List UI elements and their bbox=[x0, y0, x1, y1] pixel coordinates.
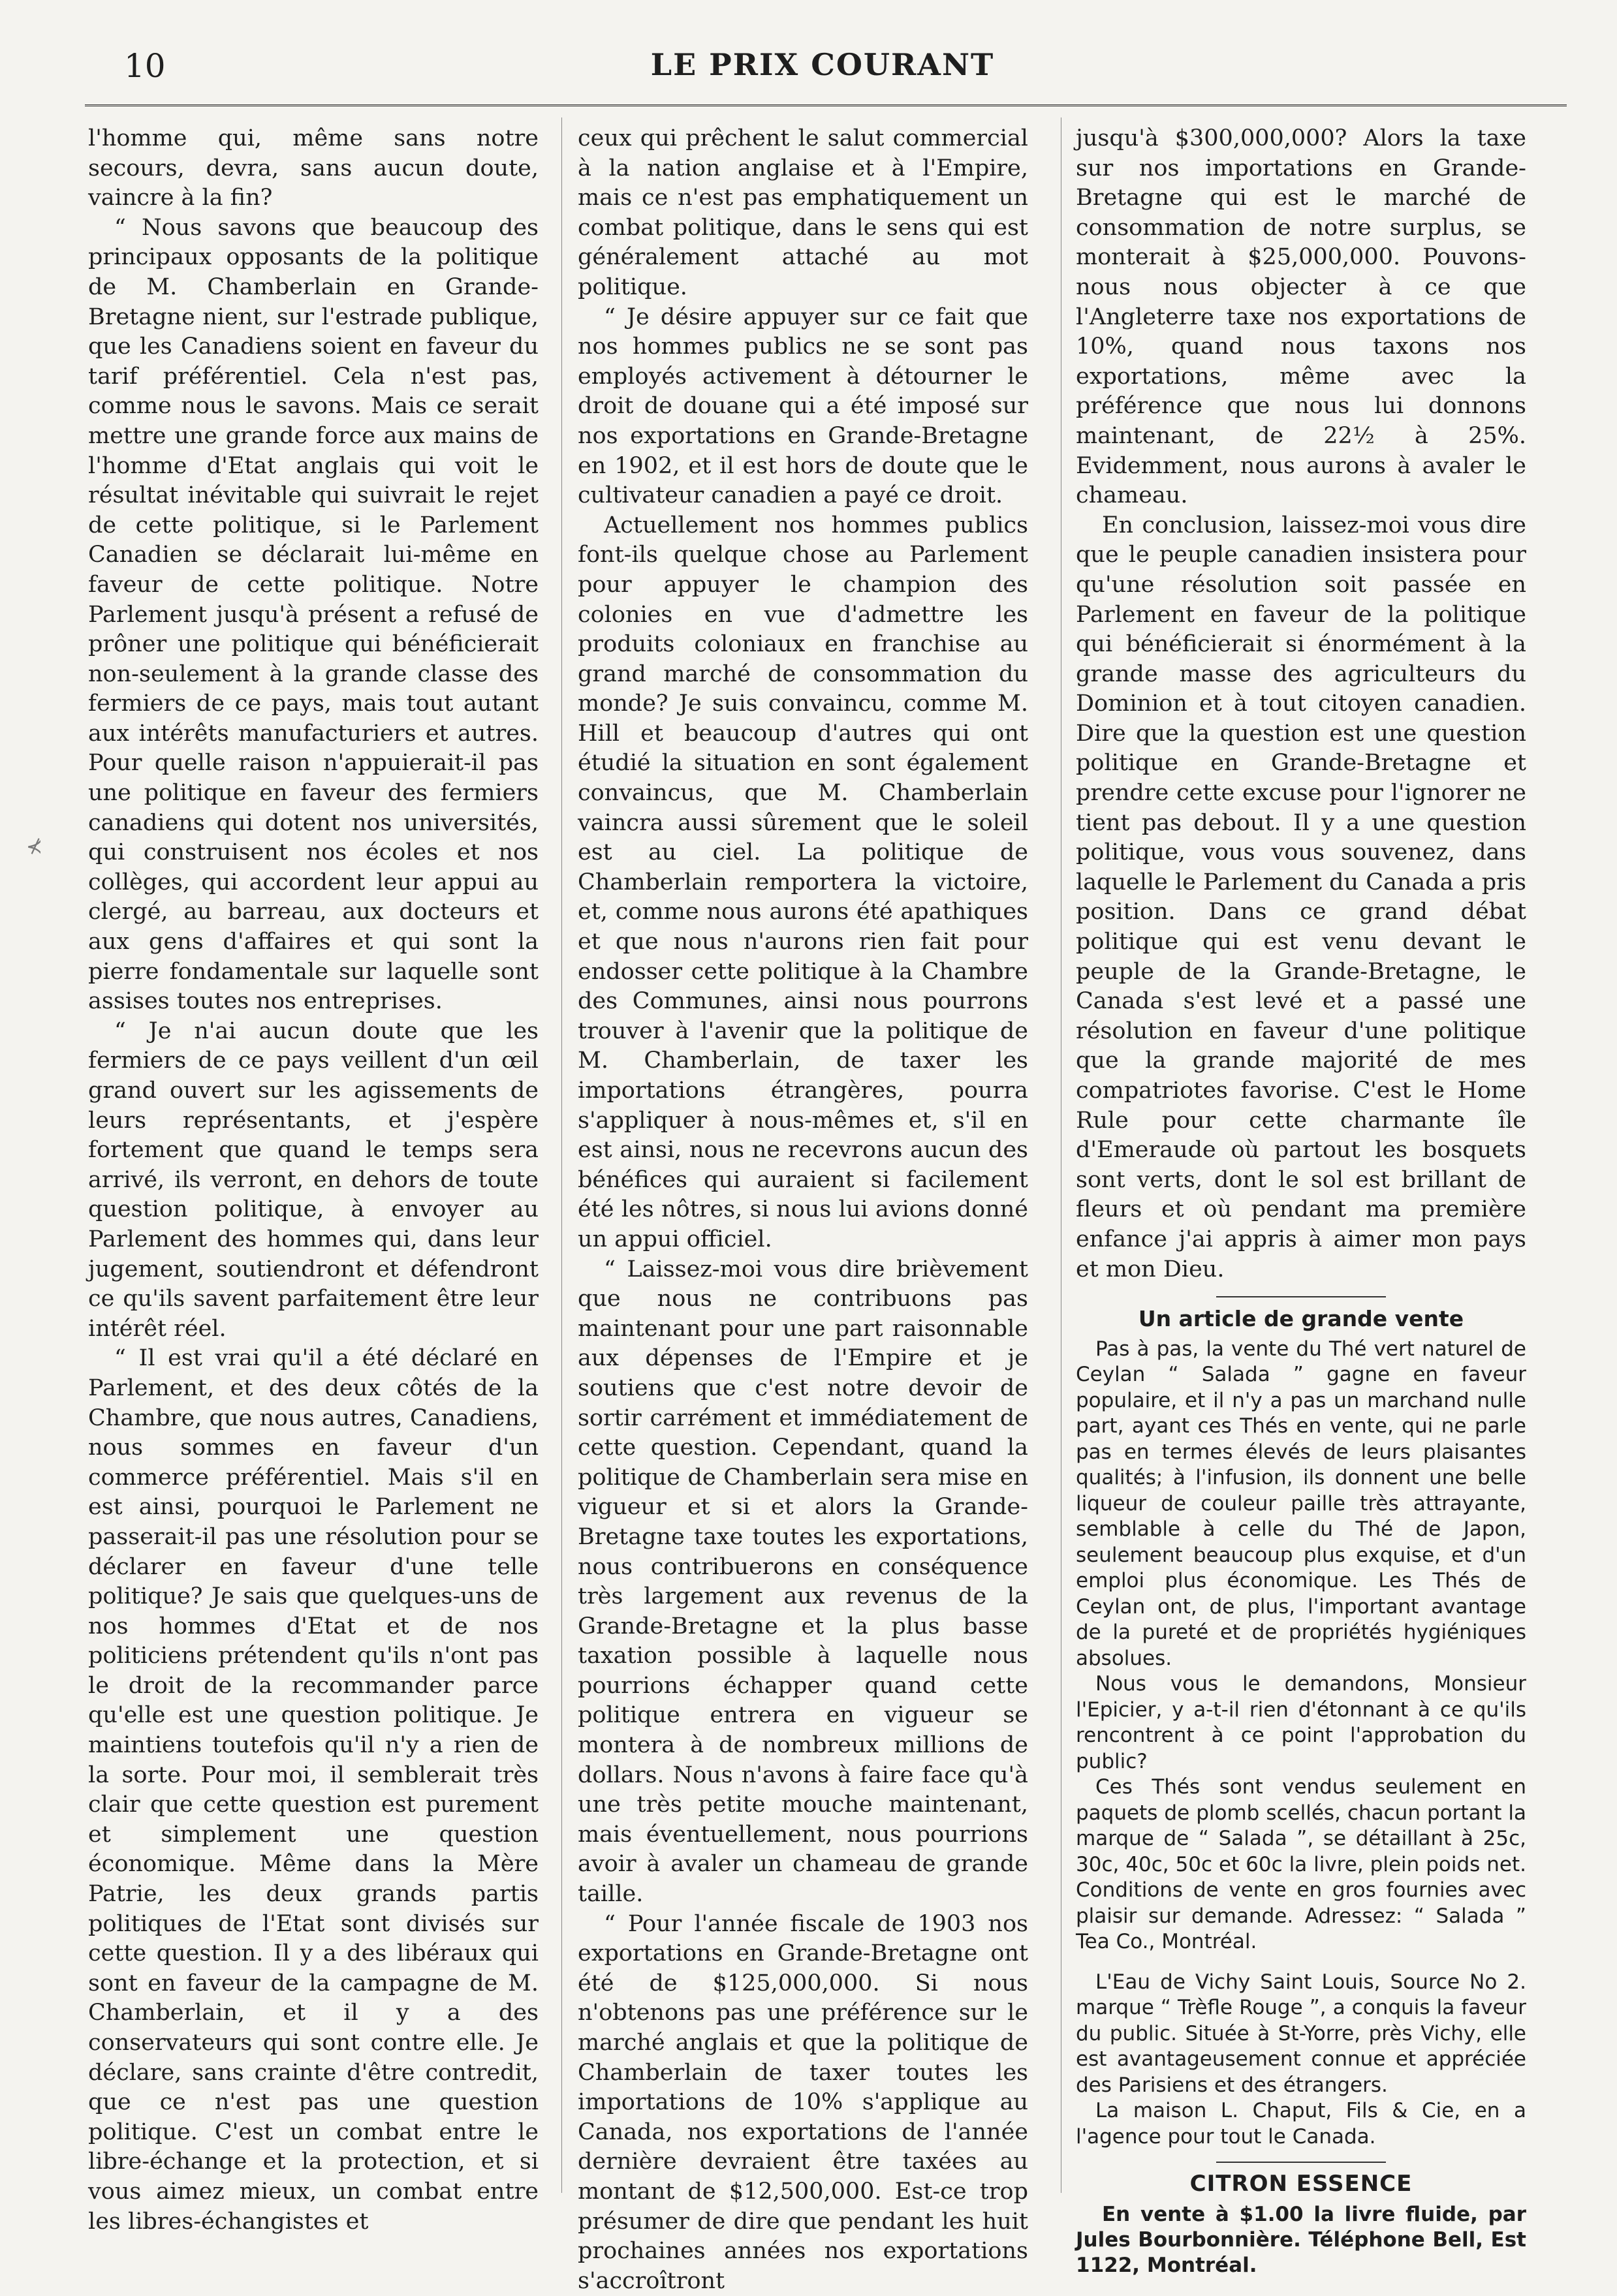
paragraph: l'homme qui, même sans notre secours, devra, sans aucun doute, vaincre à la fin? bbox=[88, 125, 539, 211]
paragraph: jusqu'à $300,000,000? Alors la taxe sur nos importations en Grande-Bretagne qui est le marché de consommation de notre surplus, se monterait à $25,000,000. Pouvons-nous nous objecter à ce que l'Angleterre taxe nos exportations de 10%, quand nous taxons nos exportations, même avec la préférence que nous lui donnons maintenant, de 22½ à 25%. Evidemment, nous aurons à avaler le chameau. bbox=[1076, 125, 1526, 509]
paragraph: Actuellement nos hommes publics font-ils quelque chose au Parlement pour appuyer le champion des colonies en vue d'admettre les produits coloniaux en franchise au grand marché de consommation du monde? Je suis convaincu, comme M. Hill et beaucoup d'autres qui ont étudié la situation en sont également convaincus, que M. Chamberlain vaincra aussi sûrement que le soleil est au ciel. La politique de Chamberlain remportera la victoire, et, comme nous aurons été apathiques et que nous n'aurons rien fait pour endosser cette politique à la Chambre des Communes, ainsi nous pourrons trouver à l'avenir que la politique de M. Chamberlain, de taxer les importations étrangères, pourra s'appliquer à nous-mêmes et, s'il en est ainsi, nous ne recevrons aucun des bénéfices qui auraient si facilement été les nôtres, si nous lui avions donné un appui officiel. bbox=[578, 512, 1028, 1252]
paragraph: En conclusion, laissez-moi vous dire que le peuple canadien insistera pour qu'une résolution soit passée en Parlement en faveur de la politique qui bénéficierait si énormément à la grande masse des agriculteurs du Dominion et à tout citoyen canadien. Dire que la question est une question politique en Grande-Bretagne et prendre cette excuse pour l'ignorer ne tient pas debout. Il y a une question politique, vous vous souvenez, dans laquelle le Parlement du Canada a pris position. Dans ce grand débat politique qui est venu devant le peuple de la Grande-Bretagne, le Canada s'est levé et a passé une résolution en faveur d'une politique que la grande majorité de mes compatriotes favorise. C'est le Home Rule pour cette charmante île d'Emeraude où partout les bosquets sont verts, dont le sol est brillant de fleurs et où pendant ma première enfance j'ai appris à aimer mon pays et mon Dieu. bbox=[1076, 512, 1526, 1282]
article-column-2 bbox=[578, 124, 1028, 2296]
page-header bbox=[85, 39, 1560, 98]
paragraph: ceux qui prêchent le salut commercial à la nation anglaise et à l'Empire, mais ce n'est pas emphatiquement un combat politique, dans le sens qui est généralement attaché au mot politique. bbox=[578, 125, 1028, 300]
paragraph: “ Il est vrai qu'il a été déclaré en Parlement, et des deux côtés de la Chambre, que nous autres, Canadiens, nous sommes en faveur d'un commerce préférentiel. Mais s'il en est ainsi, pourquoi le Parlement ne passerait-il pas une résolution pour se déclarer en faveur d'une telle politique? Je sais que quelques-uns de nos hommes d'Etat et de nos politiciens prétendent qu'ils n'ont pas le droit de la recommander parce qu'elle est une question politique. Je maintiens toutefois qu'il n'y a rien de la sorte. Pour moi, il semblerait très clair que cette question est purement et simplement une question économique. Même dans la Mère Patrie, les deux grands partis politiques de l'Etat sont divisés sur cette question. Il y a des libéraux qui sont en faveur de la campagne de M. Chamberlain, et il y a des conservateurs qui sont contre elle. Je déclare, sans crainte d'être contredit, que ce n'est pas une question politique. C'est un combat entre le libre-échange et la protection, et si vous aimez mieux, un combat entre les libres-échangistes et bbox=[88, 1345, 539, 2235]
column-divider bbox=[561, 117, 562, 2193]
ad-paragraph: Pas à pas, la vente du Thé vert naturel de Ceylan “ Salada ” gagne en faveur populaire, et il n'y a pas un marchand nulle part, ayant ces Thés en vente, qui ne parle pas en termes élevés de leurs plaisantes qualités; à l'infusion, ils donnent une belle liqueur de couleur paille très attrayante, semblable à celle du Thé de Japon, seulement beaucoup plus exquise, et d'un emploi plus économique. Les Thés de Ceylan ont, de plus, l'important avantage de la pureté et de propriétés hygiéniques absolues. bbox=[1076, 1337, 1526, 1670]
ad-heading-citron: CITRON ESSENCE bbox=[1189, 2171, 1413, 2197]
journal-title: LE PRIX COURANT bbox=[650, 47, 995, 82]
paragraph: “ Nous savons que beaucoup des principaux opposants de la politique de M. Chamberlain en Grande-Bretagne nient, sur l'estrade publique, que les Canadiens soient en faveur du tarif préférentiel. Cela n'est pas, comme nous le savons. Mais ce serait mettre une grande force aux mains de l'homme d'Etat anglais qui voit le résultat inévitable qui suivrait le rejet de cette politique, si le Parlement Canadien se déclarait lui-même en faveur de cette politique. Notre Parlement jusqu'à présent a refusé de prôner une politique qui bénéficierait non-seulement à la grande classe des fermiers de ce pays, mais tout autant aux intérêts manufacturiers et autres. Pour quelle raison n'appuierait-il pas une politique en faveur des fermiers canadiens qui dotent nos universités, qui construisent nos écoles et nos collèges, qui accordent leur appui au clergé, au barreau, aux docteurs et aux gens d'affaires et qui sont la pierre fondamentale sur laquelle sont assises toutes nos entreprises. bbox=[88, 214, 539, 1015]
margin-mark: ⊀ bbox=[26, 835, 43, 858]
paragraph: “ Laissez-moi vous dire brièvement que nous ne contribuons pas maintenant pour une part raisonnable aux dépenses de l'Empire et je soutiens que c'est notre devoir de sortir carrément et immédiatement de cette question. Cependant, quand la politique de Chamberlain sera mise en vigueur et si et alors la Grande-Bretagne taxe toutes les exportations, nous contribuerons en conséquence très largement aux revenus de la Grande-Bretagne et la plus basse taxation possible à laquelle nous pourrions échapper quand cette politique entrera en vigueur se montera à de nombreux millions de dollars. Nous n'avons à faire face qu'à une très petite mouche maintenant, mais éventuellement, nous pourrions avoir à avaler un chameau de grande taille. bbox=[578, 1256, 1028, 1908]
ad-citron-body: En vente à $1.00 la livre fluide, par Jules Bourbonnière. Téléphone Bell, Est 1122, Montréal. bbox=[1076, 2202, 1526, 2277]
section-divider bbox=[1216, 1296, 1386, 1297]
ad-paragraph: La maison L. Chaput, Fils & Cie, en a l'agence pour tout le Canada. bbox=[1076, 2099, 1526, 2149]
section-divider bbox=[1216, 2162, 1386, 2163]
article-column-3 bbox=[1076, 124, 1526, 2278]
header-rule bbox=[85, 104, 1567, 106]
ad-salada bbox=[1076, 1337, 1526, 1955]
article-column-1 bbox=[88, 124, 539, 2237]
ad-heading-salada: Un article de grande vente bbox=[1138, 1306, 1464, 1332]
page-number: 10 bbox=[124, 47, 166, 85]
ad-vichy bbox=[1076, 1970, 1526, 2150]
paragraph: “ Je n'ai aucun doute que les fermiers de ce pays veillent d'un œil grand ouvert sur les agissements de leurs représentants, et j'espère fortement que quand le temps sera arrivé, ils verront, en dehors de toute question politique, à envoyer au Parlement des hommes qui, dans leur jugement, soutiendront et défendront ce qu'ils savent parfaitement être leur intérêt réel. bbox=[88, 1017, 539, 1342]
ad-paragraph: L'Eau de Vichy Saint Louis, Source No 2. marque “ Trèfle Rouge ”, a conquis la faveur du public. Située à St-Yorre, près Vichy, elle est avantageusement connue et appréciée des Parisiens et des étrangers. bbox=[1076, 1970, 1526, 2097]
ad-paragraph: Nous vous le demandons, Monsieur l'Epicier, y a-t-il rien d'étonnant à ce qu'ils rencontrent à ce point l'approbation du public? bbox=[1076, 1672, 1526, 1773]
paragraph: “ Je désire appuyer sur ce fait que nos hommes publics ne se sont pas employés activement à détourner le droit de douane qui a été imposé sur nos exportations en Grande-Bretagne en 1902, et il est hors de doute que le cultivateur canadien a payé ce droit. bbox=[578, 303, 1028, 509]
ad-paragraph: Ces Thés sont vendus seulement en paquets de plomb scellés, chacun portant la marque de “ Salada ”, se détaillant à 25c, 30c, 40c, 50c et 60c la livre, plein poids net. Conditions de vente en gros fournies avec plaisir sur demande. Adressez: “ Salada ” Tea Co., Montréal. bbox=[1076, 1775, 1526, 1954]
paragraph: “ Pour l'année fiscale de 1903 nos exportations en Grande-Bretagne ont été de $125,000,000. Si nous n'obtenons pas une préférence sur le marché anglais et que la politique de Chamberlain de taxer toutes les importations de 10% s'applique au Canada, nos exportations de l'année dernière devraient être taxées au montant de $12,500,000. Est-ce trop présumer de dire que pendant les huit prochaines années nos exportations s'accroîtront bbox=[578, 1910, 1028, 2294]
